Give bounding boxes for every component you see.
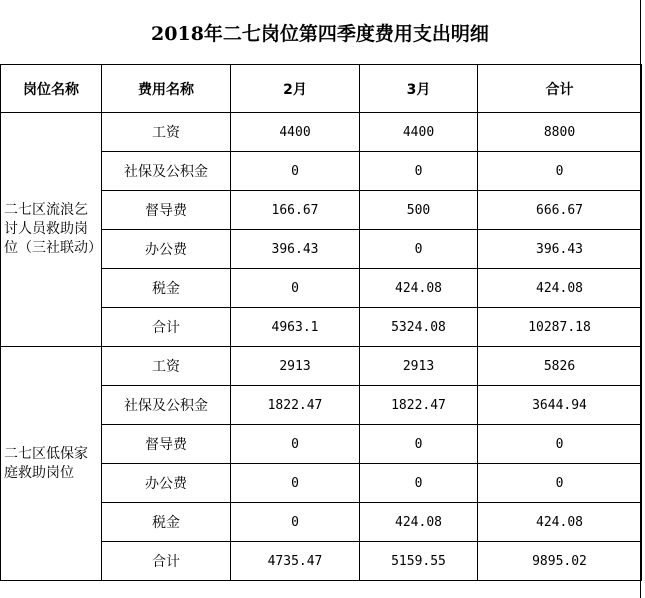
- month2-cell: 0: [231, 503, 360, 542]
- total-cell: 8800: [478, 113, 642, 152]
- header-fee: 费用名称: [102, 65, 231, 113]
- total-cell: 396.43: [478, 230, 642, 269]
- total-cell: 9895.02: [478, 542, 642, 581]
- fee-name-cell: 合计: [102, 542, 231, 581]
- fee-name-cell: 税金: [102, 503, 231, 542]
- fee-name-cell: 督导费: [102, 191, 231, 230]
- month3-cell: 500: [360, 191, 478, 230]
- fee-name-cell: 督导费: [102, 425, 231, 464]
- fee-name-cell: 社保及公积金: [102, 152, 231, 191]
- total-cell: 666.67: [478, 191, 642, 230]
- month3-cell: 1822.47: [360, 386, 478, 425]
- month3-cell: 0: [360, 230, 478, 269]
- total-cell: 424.08: [478, 269, 642, 308]
- fee-name-cell: 合计: [102, 308, 231, 347]
- month2-cell: 1822.47: [231, 386, 360, 425]
- fee-name-cell: 税金: [102, 269, 231, 308]
- total-cell: 10287.18: [478, 308, 642, 347]
- post-name-cell: 二七区流浪乞讨人员救助岗位（三社联动）: [1, 113, 102, 347]
- total-cell: 424.08: [478, 503, 642, 542]
- total-cell: 5826: [478, 347, 642, 386]
- fee-name-cell: 工资: [102, 347, 231, 386]
- total-cell: 0: [478, 425, 642, 464]
- post-name-cell: 二七区低保家庭救助岗位: [1, 347, 102, 581]
- table-row: [1, 113, 642, 152]
- fee-name-cell: 办公费: [102, 464, 231, 503]
- month2-cell: 0: [231, 425, 360, 464]
- month2-cell: 4963.1: [231, 308, 360, 347]
- header-post: 岗位名称: [1, 65, 102, 113]
- month3-cell: 0: [360, 464, 478, 503]
- header-month-2: 2月: [231, 65, 360, 113]
- month2-cell: 2913: [231, 347, 360, 386]
- sheet-right-border: [640, 0, 641, 598]
- fee-name-cell: 社保及公积金: [102, 386, 231, 425]
- month2-cell: 4735.47: [231, 542, 360, 581]
- header-row: [1, 65, 642, 113]
- total-cell: 0: [478, 464, 642, 503]
- table-row: [1, 347, 642, 386]
- fee-name-cell: 工资: [102, 113, 231, 152]
- expense-table: [0, 64, 642, 581]
- month2-cell: 396.43: [231, 230, 360, 269]
- month2-cell: 0: [231, 464, 360, 503]
- month3-cell: 5324.08: [360, 308, 478, 347]
- month2-cell: 0: [231, 269, 360, 308]
- month3-cell: 4400: [360, 113, 478, 152]
- total-cell: 0: [478, 152, 642, 191]
- month3-cell: 5159.55: [360, 542, 478, 581]
- fee-name-cell: 办公费: [102, 230, 231, 269]
- total-cell: 3644.94: [478, 386, 642, 425]
- month3-cell: 424.08: [360, 269, 478, 308]
- month3-cell: 0: [360, 152, 478, 191]
- month2-cell: 166.67: [231, 191, 360, 230]
- header-total: 合计: [478, 65, 642, 113]
- header-month-3: 3月: [360, 65, 478, 113]
- month3-cell: 0: [360, 425, 478, 464]
- month2-cell: 0: [231, 152, 360, 191]
- sheet-title: 2018年二七岗位第四季度费用支出明细: [0, 0, 641, 64]
- month2-cell: 4400: [231, 113, 360, 152]
- month3-cell: 2913: [360, 347, 478, 386]
- month3-cell: 424.08: [360, 503, 478, 542]
